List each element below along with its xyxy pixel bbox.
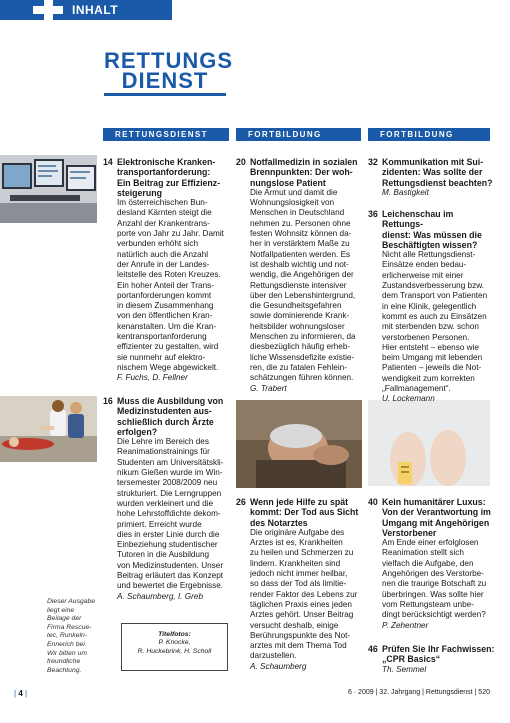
computer-monitors-image <box>0 155 97 223</box>
article-title[interactable]: Wenn jede Hilfe zu spät kommt: Der Tod aus Sicht des Notarztes <box>250 497 359 528</box>
article-body: Die Armut und damit die Wohnungslosigkeit von Menschen in Deutschland nehmen zu. Personen ohne festen Wohnsitz können da- her in verstärktem Maße zu Notfallpatienten werden. Es ist deshalb wichtig und not- wendig, die Angehörigen der Rettungsdienste intensiver über den Lebenshintergrund, die Gesundheitsgefahren sowie dominierende Krank- heitsbilder wohnungsloser Menschen zu informieren, da diesbezüglich häufig erheb- liche Wissensdefizite existie- ren, die zu fatalen Fehlein- schätzungen führen können. <box>250 187 356 383</box>
article-author: Th. Semmel <box>382 664 427 674</box>
cpr-training-image <box>0 396 97 462</box>
cross-icon <box>33 0 63 20</box>
article-title[interactable]: Kein humanitärer Luxus: Von der Verantwortung im Umgang mit Angehörigen Verstorbener <box>382 497 491 538</box>
column-heading-fortbildung-1: FORTBILDUNG <box>236 128 361 141</box>
article-36[interactable] <box>368 209 496 405</box>
magazine-logo <box>104 48 233 93</box>
article-title[interactable]: Prüfen Sie Ihr Fachwissen: „CPR Basics“ <box>382 644 495 665</box>
article-title[interactable]: Muss die Ausbildung von Medizinstudenten aus- schließlich durch Ärzte erfolgen? <box>117 396 224 437</box>
article-body: Nicht alle Rettungsdienst- Einsätze enden bedau- erlicherweise mit einer Zustandsverbesserung bzw. dem Transport von Patienten in eine Klinik, gelegentlich kommt es auch zu Einsätzen mit sterbenden bzw. schon verstorbenen Personen. Hier entsteht – ebenso wie beim Umgang mit lebenden Patienten – jeweils die Not- wendigkeit zum korrekten „Fallmanagement“. <box>382 250 488 394</box>
logo-line-1: RETTUNGS <box>104 48 233 73</box>
article-number: 14 <box>103 157 113 167</box>
page-number: | 4 | <box>14 689 28 698</box>
photo-sleeping-man <box>236 400 362 488</box>
logo-line-2: DIENST <box>121 68 209 93</box>
article-46[interactable] <box>368 644 496 675</box>
photo-credits-box <box>121 623 228 671</box>
article-number: 16 <box>103 396 113 406</box>
column-heading-rettungsdienst: RETTUNGSDIENST <box>103 128 229 141</box>
article-body: Am Ende einer erfolglosen Reanimation stellt sich vielfach die Aufgabe, den Angehörigen des Verstorbe- nen die traurige Botschaft zu überbringen. Was sollte hier vom Rettungsteam unbe- dingt berücksichtigt werden? <box>382 538 487 620</box>
article-body: Im österreichischen Bun- desland Kärnten steigt die Anzahl der Krankentrans- porte von Jahr zu Jahr. Damit verbunden erhöht sich natürlich auch die Anzahl der Anrufe in der Landes- leitstelle des Roten Kreuzes. Ein hoher Anteil der Trans- portanforderungen kommt in diesem Zusammenhang von den öffentlichen Kran- kenanstalten. Um die Kran- kentransportanforderung effizienter zu gestalten, wird sie nunmehr auf elektro- nischem Wege abgewickelt. <box>117 198 224 372</box>
article-20[interactable] <box>236 157 364 394</box>
photo-credits-title: Titelfotos: <box>158 631 191 638</box>
article-title[interactable]: Notfallmedizin in sozialen Brennpunkten: Der woh- nungslose Patient <box>250 157 358 188</box>
article-body: Die Lehre im Bereich des Reanimationstrainings für Studenten am Universitätskli- nikum Gießen wurde im Win- tersemester 2008/2009 neu strukturiert. Die Lerngruppen wurden verkleinert und die hohe Lehrstoffdichte dekom- primiert. Erreicht wurde dies in erster Linie durch die Einbeziehung studentischer Tutoren in die Ausbildung von Medizinstudenten. Unser Beitrag erläutert das Konzept und bewertet die Ergebnisse. <box>117 437 224 591</box>
article-number: 20 <box>236 157 246 167</box>
article-16[interactable] <box>103 396 233 602</box>
article-body: Die originäre Aufgabe des Arztes ist es, Krankheiten zu heilen und Schmerzen zu lindern. Krankheiten sind jedoch nicht immer heilbar, so dass der Tod als limitie- render Faktor des Lebens zur täglichen Praxis eines jeden Arztes gehört. Unser Beitrag versucht deshalb, einige Berührungspunkte des Not- arztes mit dem Thema Tod darzustellen. <box>250 527 358 661</box>
article-title[interactable]: Kommunikation mit Sui- zidenten: Was sollte der Rettungsdienst beachten? <box>382 157 493 188</box>
article-40[interactable] <box>368 497 496 631</box>
article-author: F. Fuchs, D. Fellner <box>117 373 188 383</box>
toe-tag-image <box>368 400 490 486</box>
article-title[interactable]: Leichenschau im Rettungs- dienst: Was müssen die Beschäftigten wissen? <box>382 209 482 250</box>
section-header <box>0 0 172 20</box>
article-number: 32 <box>368 157 378 167</box>
article-number: 26 <box>236 497 246 507</box>
article-number: 36 <box>368 209 378 219</box>
section-title: INHALT <box>72 3 119 17</box>
insert-notice: Dieser Ausgabe liegt eine Beilage der Firma Rescue- tec, Runkeln- Ennerich bei. Wir bitten um freundliche Beachtung. <box>47 598 96 674</box>
article-32[interactable] <box>368 157 496 198</box>
article-14[interactable] <box>103 157 233 384</box>
page-number-value: 4 <box>18 689 23 698</box>
issue-info: 6 · 2009 | 32. Jahrgang | Rettungsdienst | 520 <box>347 689 490 696</box>
photo-toe-tag <box>368 400 490 486</box>
photo-computer-monitors <box>0 155 97 223</box>
article-author: G. Trabert <box>250 383 287 393</box>
sleeping-man-image <box>236 400 362 488</box>
article-author: A. Schaumberg <box>250 661 307 671</box>
article-title[interactable]: Elektronische Kranken- transportanforderung: Ein Beitrag zur Effizienz- steigerung <box>117 157 221 198</box>
article-author: P. Zehentner <box>382 620 429 630</box>
article-author: A. Schaumberg, I. Greb <box>117 591 204 601</box>
article-author: M. Bastigkeit <box>382 187 429 197</box>
column-heading-fortbildung-2: FORTBILDUNG <box>368 128 490 141</box>
article-author: U. Lockemann <box>382 394 435 404</box>
photo-cpr-training <box>0 396 97 462</box>
logo-underline <box>104 93 226 96</box>
article-26[interactable] <box>236 497 364 672</box>
article-number: 46 <box>368 644 378 654</box>
photo-credits-names: P. Knocke, R. Huckebrink, H. Scholl <box>137 639 212 655</box>
article-number: 40 <box>368 497 378 507</box>
